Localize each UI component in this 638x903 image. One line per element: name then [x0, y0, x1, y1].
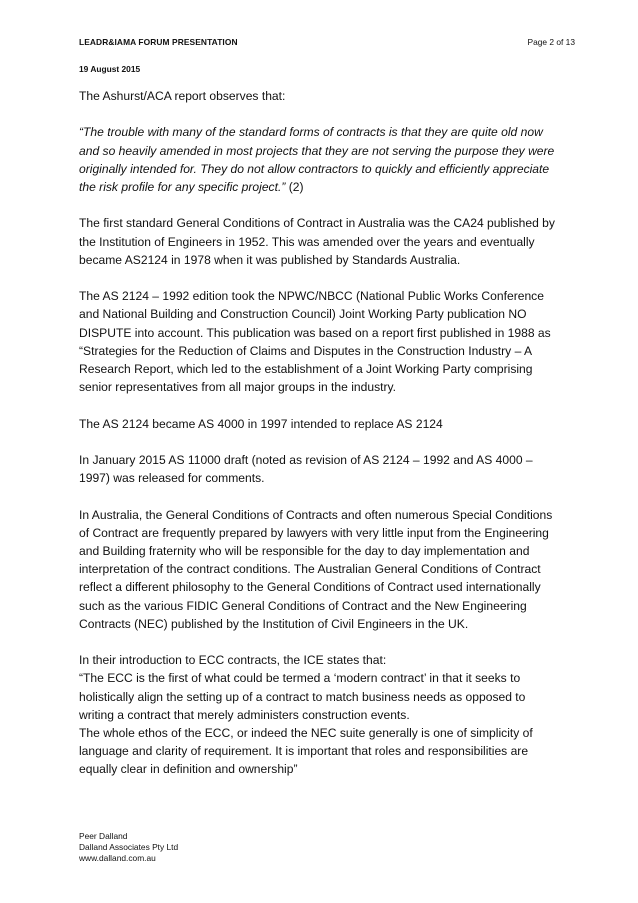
- header-date: 19 August 2015: [79, 64, 141, 74]
- paragraph-as2124: The AS 2124 – 1992 edition took the NPWC/NBCC (National Public Works Conference and National Building and Construction Council) Joint Working Party publication NO DISPUTE into account. This publication was based on a report first published in 1988 as “Strategies for the Reduction of Claims and Disputes in the Construction Industry – A Research Report, which led to the establishment of a Joint Working Party comprising senior representatives from all major groups in the industry.: [79, 289, 551, 395]
- paragraph-as4000: The AS 2124 became AS 4000 in 1997 intended to replace AS 2124: [79, 416, 443, 431]
- footer-website: www.dalland.com.au: [79, 853, 156, 864]
- page-number: Page 2 of 13: [527, 37, 575, 47]
- paragraph-quote: [79, 123, 559, 196]
- paragraph-australia: In Australia, the General Conditions of Contracts and often numerous Special Conditions of Contract are frequently prepared by lawyers with very little input from the Engineering and Building fraternity who will be responsible for the day to day implementation and interpretation of the contract conditions. The Australian General Conditions of Contract reflect a different philosophy to the General Conditions of Contract used internationally such as the various FIDIC General Conditions of Contract and the New Engineering Contracts (NEC) published by the Institution of Civil Engineers in the UK.: [79, 507, 553, 631]
- footer-company: Dalland Associates Pty Ltd: [79, 842, 179, 853]
- quote-text: “The trouble with many of the standard forms of contracts is that they are quite old now and so heavily amended in most projects that they are not serving the purpose they were originally intended for. They do not allow contractors to quickly and efficiently appreciate the risk profile for any specific project.”: [79, 125, 555, 194]
- paragraph-ca24: The first standard General Conditions of Contract in Australia was the CA24 published by the Institution of Engineers in 1952. This was amended over the years and eventually became AS2124 in 1978 when it was published by Standards Australia.: [79, 216, 555, 267]
- paragraph-intro: The Ashurst/ACA report observes that:: [79, 89, 286, 103]
- footer: [79, 831, 178, 865]
- header-title: LEADR&IAMA FORUM PRESENTATION: [79, 37, 238, 47]
- paragraph-as11000: In January 2015 AS 11000 draft (noted as revision of AS 2124 – 1992 and AS 4000 – 1997) was released for comments.: [79, 452, 533, 486]
- paragraph-ice-intro: In their introduction to ECC contracts, the ICE states that:: [79, 653, 387, 668]
- paragraph-ecc-ethos: The whole ethos of the ECC, or indeed the NEC suite generally is one of simplicity of language and clarity of requirement. It is important that roles and responsibilities are equally clear in definition and ownership”: [79, 726, 533, 777]
- document-body: [79, 87, 559, 779]
- quote-reference: (2): [285, 180, 304, 194]
- paragraph-ecc-quote: “The ECC is the first of what could be termed a ‘modern contract’ in that it seeks to holistically align the setting up of a contract to match business needs as opposed to writing a contract that merely administers construction events.: [79, 671, 526, 722]
- footer-name: Peer Dalland: [79, 831, 128, 841]
